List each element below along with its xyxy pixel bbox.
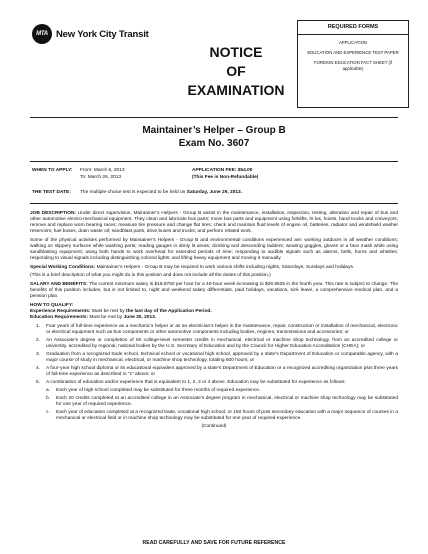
education-requirements [30, 315, 398, 321]
list-number: 3. [36, 351, 41, 357]
salary-label: SALARY AND BENEFITS: [30, 281, 88, 287]
required-form-item: APPLICATION [338, 40, 368, 45]
education-label: Education Requirements: [30, 315, 89, 321]
notice-line: EXAMINATION [187, 82, 285, 98]
apply-from-date: From: March 6, 2013 [80, 168, 125, 173]
salary-benefits [30, 282, 398, 300]
special-conditions [30, 265, 398, 271]
list-number: 1. [36, 323, 41, 329]
sub-list-text: Each 20 credits completed at an accredited college in an Associate’s degree program in mechanical, electrical or machine shop technology may be substituted for one year of required experience. [56, 395, 398, 408]
list-number: 2. [36, 337, 41, 343]
test-date: Saturday, June 29, 2013. [186, 190, 243, 195]
continued-note: (Continued) [201, 423, 227, 429]
education-deadline: June 30, 2013. [123, 315, 157, 321]
list-item [36, 380, 398, 386]
list-item [36, 324, 398, 336]
sub-list-letter: b. [46, 395, 51, 401]
list-number: 4. [36, 366, 41, 372]
notice-title [176, 43, 296, 100]
sub-list-item [46, 410, 398, 422]
salary-text: The current minimum salary is $18.8750 per hour for a 40-hour week increasing to $26.9625 in the fourth year. This rate is subject to change. The benefits of this position includes, but is not limited to, night and weekend salary differentials, paid holidays, vacations, sick leave, a comprehensive medical plan, and a pension plan. [30, 281, 398, 300]
list-item [36, 338, 398, 350]
divider [30, 161, 398, 162]
application-fee: APPLICATION FEE: $54.00 [192, 168, 253, 173]
sub-list-text: Each year of education completed at a recognized trade, vocational high school, or 150 hours of post secondary education with a major sequence of courses in a mechanical or electrical field or in machine shop technology may be substituted for one year of required experience. [56, 409, 398, 421]
required-form-item: FOREIGN EDUCATION FACT SHEET (if applicable) [313, 60, 393, 71]
notice-line: NOTICE [209, 44, 263, 60]
list-item [36, 352, 398, 364]
exam-title-line: Maintainer’s Helper – Group B [142, 125, 286, 136]
test-date-text [80, 190, 242, 196]
exam-number: Exam No. 3607 [178, 138, 250, 149]
list-text: A four-year high school diploma or its educational equivalent approved by a state’s Department of Education or a recognized accrediting organization plus three years of full-time experience as described in “1” above; or [46, 366, 398, 378]
sub-list-letter: a. [46, 388, 51, 394]
experience-deadline: the last day of the Application Period. [126, 309, 212, 315]
sub-list-letter: c. [46, 409, 50, 415]
divider [30, 203, 398, 204]
required-form-item: EDUCATION AND EXPERIENCE TEST PAPER [307, 50, 399, 56]
divider [30, 117, 398, 118]
mta-logo-icon: MTA [32, 24, 52, 44]
list-item [36, 366, 398, 378]
test-date-desc: The multiple-choice test is expected to be held on [80, 190, 186, 195]
education-text: Must be met by [89, 315, 123, 321]
substitution-list [46, 388, 398, 421]
job-description-label: JOB DESCRIPTION: [30, 211, 77, 216]
list-text: Graduation from a recognized trade school, technical school or vocational high school, approved by a state’s Department of Education or comparable agency, with a major course of study in mechanical, electrical, or machine shop technology, totaling 600 hours; or [46, 351, 398, 363]
job-description [30, 211, 398, 235]
notice-line: OF [226, 63, 246, 79]
job-description-text: Under direct supervision, Maintainer’s Helpers - Group B assist in the maintenance, installation, inspection, testing, alteration and repair of bus and other automotive electro-mechanical equipment. They clean and lubricate bus parts; move bus parts and equipment using forklifts, hi-los, hoists, hand trucks and conveyors; remove and replace worn bearing races; measure tire pressure and change flat tires; check and maintain fluid levels of engine oil, batteries, radiator and windshield washer reservoirs; fuel buses, drain waste oil; sandblast parts, drive buses and trucks; and perform related work. [30, 211, 398, 235]
footer-note: READ CAREFULLY AND SAVE FOR FUTURE REFERENCE [142, 540, 286, 546]
required-forms-title: REQUIRED FORMS [298, 21, 408, 35]
when-to-apply-label: WHEN TO APPLY: [32, 168, 73, 173]
physical-activities: Some of the physical activities performed by Maintainer’s Helpers - Group B and environmental conditions experienced are: working outdoors in all weather conditions; walking on slippery surfaces while washing parts; reading gauges in dimly lit areas; climbing and descending ladders; wearing goggles, gloves or a face mask while using sandblasting equipment; using both hands to work overhead for extended periods of time; responding to audible signals such as alarms, bells, horns and whistles; responding to visual signals including distinguishing colored lights; and lifting heavy equipment and moving it manually. [30, 237, 398, 262]
exam-body [30, 211, 398, 430]
list-text: A combination of education and/or experience that is equivalent to 1, 2, 3 or 4 above. Education may be substituted for experience as follows: [46, 380, 346, 386]
special-conditions-text: Maintainer’s Helpers - Group B may be required to work various shifts including nights, Saturdays, Sundays and holidays. [96, 264, 355, 270]
test-date-label: THE TEST DATE: [32, 190, 71, 195]
sub-list-item [46, 388, 398, 394]
agency-name: New York City Transit [56, 28, 149, 40]
exam-title [0, 124, 428, 150]
experience-label: Experience Requirements: [30, 309, 91, 315]
qualification-list [36, 324, 398, 422]
sub-list-text: Each year of high school completed may be substituted for three months of required experience. [56, 388, 261, 394]
sub-list-item [46, 396, 398, 408]
apply-to-date: To: March 26, 2013 [80, 175, 122, 180]
list-number: 5. [36, 380, 41, 386]
fee-note: (This Fee is Non-Refundable) [192, 175, 259, 180]
agency-logo [32, 24, 149, 44]
list-text: An Associate’s degree or completion of 60 college-level semester credits in mechanical, electrical or machine shop technology, from an accredited college or university, accredited by regional, national bodies by the U.S. Secretary of Education and by the Council for Higher Education Accreditation (CHEA); or [46, 337, 398, 349]
header [0, 0, 428, 118]
how-to-qualify-heading: HOW TO QUALIFY: [30, 302, 74, 308]
brief-note: (This is a brief description of what you might do in this position and does not include all the duties of this position.) [30, 273, 271, 279]
list-text: Four years of full-time experience as a mechanic’s helper or as an electrician’s helper in the maintenance, repair, construction or installation of mechanical, electronic or electrical equipment such as bus components or other automotive components including bodies, engines, transmissions and accessories; or [46, 323, 398, 335]
required-forms-box [297, 20, 409, 108]
special-conditions-label: Special Working Conditions: [30, 264, 96, 270]
experience-text: Must be met by [91, 309, 125, 315]
